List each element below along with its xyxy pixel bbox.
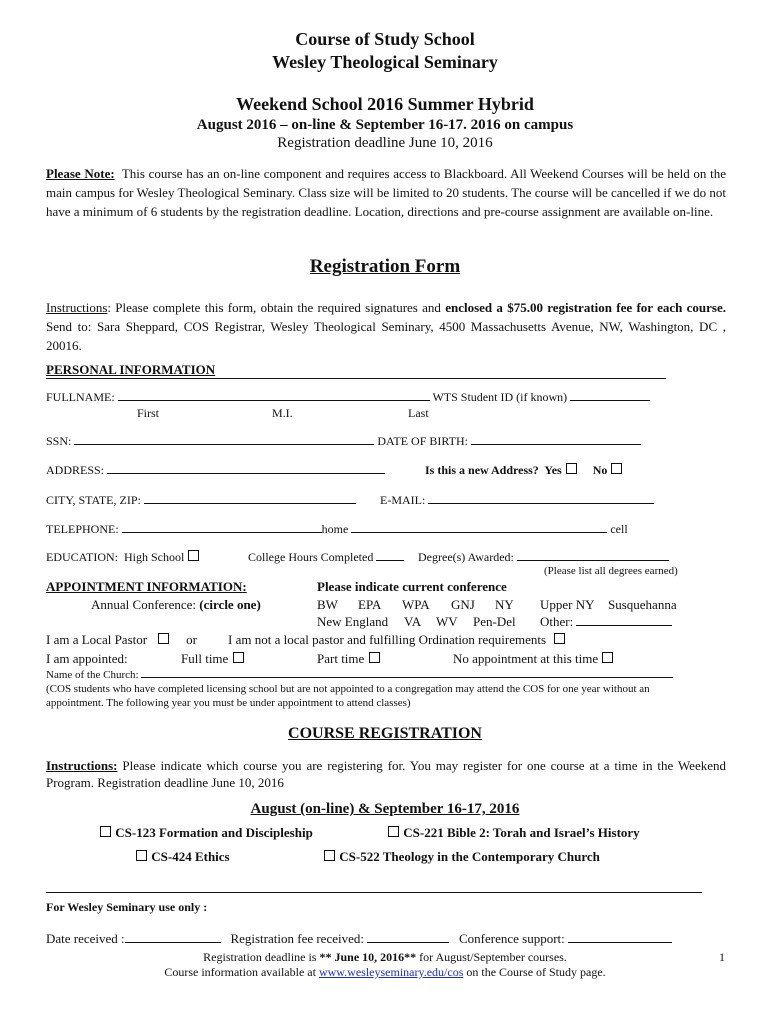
office-row <box>46 931 672 947</box>
footer-course-info: Course information available at www.wesleyseminary.edu/cos on the Course of Study page. <box>164 965 606 979</box>
no-label: No <box>592 463 608 477</box>
conf-wv[interactable]: WV <box>436 614 458 629</box>
church-field[interactable] <box>141 677 673 678</box>
conf-bw[interactable]: BW <box>317 597 338 612</box>
conf-pen-del[interactable]: Pen-Del <box>473 614 516 629</box>
page-number: 1 <box>719 950 725 964</box>
course-registration-heading: COURSE REGISTRATION <box>288 725 482 742</box>
course-cs424[interactable]: CS-424 Ethics <box>135 849 230 865</box>
appointment-heading: APPOINTMENT INFORMATION: <box>46 579 247 594</box>
appointment-note-line2: appointment. The following year you must be under appointment to attend classes) <box>46 697 411 709</box>
part-time-checkbox[interactable] <box>369 652 380 663</box>
degrees-row <box>418 550 669 565</box>
local-pastor-checkbox[interactable] <box>158 633 169 644</box>
appointment-note-line1: (COS students who have completed licensing school but are not appointed to a congregation may attend the COS for one year without an <box>46 683 650 695</box>
dob-label: DATE OF BIRTH: <box>377 434 468 448</box>
city-state-zip-field[interactable] <box>144 503 356 504</box>
local-pastor-label: I am a Local Pastor <box>46 632 148 647</box>
course-instructions-text: Please indicate which course you are registering for. You may register for one course at a time in the Weekend Program. Registration deadline June 10, 2016 <box>46 758 726 790</box>
church-row <box>46 669 673 681</box>
high-school-checkbox[interactable] <box>188 550 199 561</box>
local-pastor-row <box>46 632 197 648</box>
course-cs522-checkbox[interactable] <box>324 850 335 861</box>
college-row <box>248 550 404 565</box>
address-row <box>46 463 385 478</box>
conference-heading: Please indicate current conference <box>317 579 507 594</box>
annual-conference-label: Annual Conference: <box>91 597 197 612</box>
mi-caption: M.I. <box>272 406 293 420</box>
session-heading: August (on-line) & September 16-17, 2016 <box>250 801 520 817</box>
no-appointment-row <box>453 651 614 667</box>
fullname-field[interactable] <box>118 400 430 401</box>
dob-field[interactable] <box>471 444 641 445</box>
course-cs123-checkbox[interactable] <box>100 826 111 837</box>
registration-deadline: Registration deadline June 10, 2016 <box>277 135 493 151</box>
please-note-label: Please Note: <box>46 166 115 181</box>
conf-upper-ny[interactable]: Upper NY <box>540 597 595 612</box>
education-label: EDUCATION: <box>46 550 118 564</box>
conf-gnj[interactable]: GNJ <box>451 597 475 612</box>
course-cs123[interactable]: CS-123 Formation and Discipleship <box>99 825 313 841</box>
or-label: or <box>186 632 197 647</box>
conf-other-field[interactable] <box>576 625 672 626</box>
yes-label: Yes <box>544 463 562 477</box>
college-hours-field[interactable] <box>376 560 404 561</box>
full-time-label: Full time <box>181 651 229 666</box>
course-cs221[interactable]: CS-221 Bible 2: Torah and Israel’s History <box>387 825 640 841</box>
part-time-label: Part time <box>317 651 365 666</box>
high-school-label: High School <box>124 550 185 564</box>
course-cs221-checkbox[interactable] <box>388 826 399 837</box>
email-field[interactable] <box>428 503 654 504</box>
last-caption: Last <box>408 406 429 420</box>
doc-title: Course of Study School <box>295 29 475 49</box>
conf-ny[interactable]: NY <box>495 597 514 612</box>
course-of-study-link[interactable]: www.wesleyseminary.edu/cos <box>318 965 464 979</box>
cell-label: cell <box>610 522 628 536</box>
conf-new-england[interactable]: New England <box>317 614 389 629</box>
office-divider <box>46 892 702 893</box>
ssn-row <box>46 434 641 449</box>
ssn-label: SSN: <box>46 434 72 448</box>
registration-form-heading: Registration Form <box>309 256 461 277</box>
conf-va[interactable]: VA <box>404 614 422 629</box>
conf-wpa[interactable]: WPA <box>402 597 430 612</box>
not-local-pastor-row <box>228 632 566 648</box>
full-time-checkbox[interactable] <box>233 652 244 663</box>
email-row <box>380 493 654 508</box>
fee-received-field[interactable] <box>367 942 449 943</box>
course-instructions-label: Instructions: <box>46 758 118 773</box>
course-instructions <box>46 757 726 791</box>
fee-received-label: Registration fee received: <box>230 931 364 946</box>
degrees-note: (Please list all degrees earned) <box>544 565 678 577</box>
student-id-label: WTS Student ID (if known) <box>432 390 568 404</box>
course-cs522[interactable]: CS-522 Theology in the Contemporary Church <box>323 849 600 865</box>
personal-info-heading: PERSONAL INFORMATION <box>46 362 666 379</box>
footer-deadline: Registration deadline is ** June 10, 2016** for August/September courses. <box>203 950 567 964</box>
church-label: Name of the Church: <box>46 669 139 681</box>
appointed-label: I am appointed: <box>46 651 128 666</box>
telephone-row <box>46 522 628 537</box>
first-caption: First <box>137 406 160 420</box>
home-phone-field[interactable] <box>122 532 322 533</box>
city-state-zip-label: CITY, STATE, ZIP: <box>46 493 141 507</box>
address-label: ADDRESS: <box>46 463 105 477</box>
instructions-text-b: Send to: Sara Sheppard, COS Registrar, Wesley Theological Seminary, 4500 Massachusetts Avenue, NW, Washington, DC , 20016. <box>46 319 726 353</box>
program-title: Weekend School 2016 Summer Hybrid <box>236 94 534 114</box>
date-received-field[interactable] <box>125 942 221 943</box>
please-note-text: This course has an on-line component and requires access to Blackboard. All Weekend Courses will be held on the main campus for Wesley Theological Seminary. Class size will be limited to 20 students. The course will be cancelled if we do not have a minimum of 6 students by the registration deadline. Location, directions and pre-course assignment are available on-line. <box>46 166 727 219</box>
conference-support-label: Conference support: <box>459 931 565 946</box>
not-local-pastor-checkbox[interactable] <box>554 633 565 644</box>
course-cs424-checkbox[interactable] <box>136 850 147 861</box>
please-note <box>46 164 726 221</box>
no-appointment-checkbox[interactable] <box>602 652 613 663</box>
cell-phone-field[interactable] <box>351 532 607 533</box>
conference-support-field[interactable] <box>568 942 672 943</box>
city-row <box>46 493 356 508</box>
instructions-text-a: : Please complete this form, obtain the required signatures and <box>107 300 446 315</box>
ssn-field[interactable] <box>74 444 374 445</box>
not-local-pastor-label: I am not a local pastor and fulfilling Ordination requirements <box>228 632 547 647</box>
new-address-question: Is this a new Address? Yes No <box>425 463 623 478</box>
no-checkbox[interactable] <box>611 463 622 474</box>
date-received-label: Date received : <box>46 931 125 946</box>
fullname-row <box>46 390 650 405</box>
form-instructions <box>46 298 726 355</box>
annual-conference <box>91 597 261 613</box>
yes-checkbox[interactable] <box>566 463 577 474</box>
telephone-label: TELEPHONE: <box>46 522 119 536</box>
conf-other-label: Other: <box>540 614 574 629</box>
conf-epa[interactable]: EPA <box>358 597 382 612</box>
student-id-field[interactable] <box>570 400 650 401</box>
office-use-heading: For Wesley Seminary use only : <box>46 900 208 914</box>
email-label: E-MAIL: <box>380 493 426 507</box>
degrees-label: Degree(s) Awarded: <box>418 550 514 564</box>
fullname-label: FULLNAME: <box>46 390 115 404</box>
home-label: home <box>321 522 349 536</box>
education-row <box>46 550 200 565</box>
part-time-row <box>317 651 381 667</box>
instructions-label: Instructions <box>46 300 108 315</box>
address-field[interactable] <box>107 473 385 474</box>
college-hours-label: College Hours Completed <box>248 550 374 564</box>
instructions-fee: enclosed a $75.00 registration fee for each course. <box>445 300 727 315</box>
full-time-row <box>181 651 245 667</box>
no-appointment-label: No appointment at this time <box>453 651 599 666</box>
seminary-name: Wesley Theological Seminary <box>272 52 498 72</box>
conf-susquehanna[interactable]: Susquehanna <box>608 597 677 612</box>
conf-other-row <box>540 614 672 630</box>
degrees-field[interactable] <box>517 560 669 561</box>
program-dates: August 2016 – on-line & September 16-17. 2016 on campus <box>196 117 574 133</box>
circle-one: (circle one) <box>199 597 261 612</box>
